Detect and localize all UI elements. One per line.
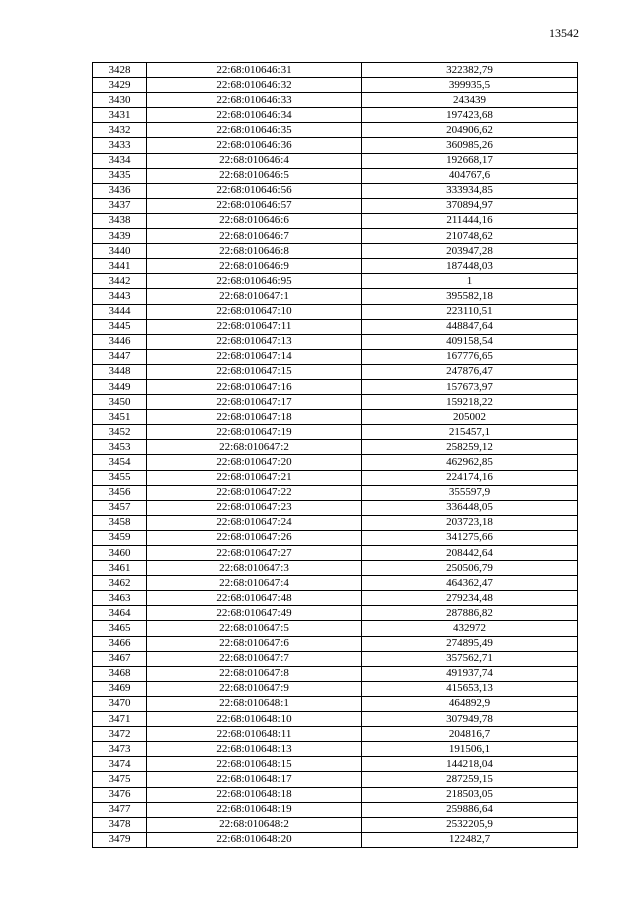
table-row xyxy=(93,123,578,138)
table-row xyxy=(93,410,578,425)
row-number-cell: 3444 xyxy=(93,304,147,319)
cadastral-value-cell: 203947,28 xyxy=(362,244,578,259)
table-row xyxy=(93,395,578,410)
table-row xyxy=(93,485,578,500)
table-row xyxy=(93,832,578,847)
table-row xyxy=(93,772,578,787)
table-row xyxy=(93,168,578,183)
row-number-cell: 3462 xyxy=(93,576,147,591)
row-number-cell: 3468 xyxy=(93,666,147,681)
table-row xyxy=(93,651,578,666)
cadastral-number-cell: 22:68:010647:16 xyxy=(147,379,362,394)
row-number-cell: 3466 xyxy=(93,636,147,651)
table-row xyxy=(93,183,578,198)
row-number-cell: 3452 xyxy=(93,425,147,440)
cadastral-value-cell: 432972 xyxy=(362,621,578,636)
table-row xyxy=(93,349,578,364)
row-number-cell: 3463 xyxy=(93,591,147,606)
cadastral-number-cell: 22:68:010647:18 xyxy=(147,410,362,425)
cadastral-value-cell: 218503,05 xyxy=(362,787,578,802)
cadastral-value-cell: 204906,62 xyxy=(362,123,578,138)
cadastral-value-cell: 250506,79 xyxy=(362,561,578,576)
cadastral-number-cell: 22:68:010647:13 xyxy=(147,334,362,349)
cadastral-value-cell: 144218,04 xyxy=(362,757,578,772)
row-number-cell: 3445 xyxy=(93,319,147,334)
row-number-cell: 3457 xyxy=(93,500,147,515)
row-number-cell: 3430 xyxy=(93,93,147,108)
row-number-cell: 3453 xyxy=(93,440,147,455)
page-number: 13542 xyxy=(549,26,579,40)
cadastral-value-cell: 357562,71 xyxy=(362,651,578,666)
cadastral-value-cell: 1 xyxy=(362,274,578,289)
table-row xyxy=(93,621,578,636)
table-row xyxy=(93,244,578,259)
cadastral-number-cell: 22:68:010646:31 xyxy=(147,63,362,78)
table-row xyxy=(93,138,578,153)
cadastral-value-cell: 409158,54 xyxy=(362,334,578,349)
cadastral-number-cell: 22:68:010646:56 xyxy=(147,183,362,198)
cadastral-value-cell: 287886,82 xyxy=(362,606,578,621)
cadastral-number-cell: 22:68:010647:49 xyxy=(147,606,362,621)
row-number-cell: 3446 xyxy=(93,334,147,349)
table-row xyxy=(93,470,578,485)
cadastral-number-cell: 22:68:010646:34 xyxy=(147,108,362,123)
row-number-cell: 3475 xyxy=(93,772,147,787)
row-number-cell: 3429 xyxy=(93,78,147,93)
table-row xyxy=(93,198,578,213)
cadastral-value-cell: 360985,26 xyxy=(362,138,578,153)
table-row xyxy=(93,787,578,802)
table-row xyxy=(93,696,578,711)
cadastral-number-cell: 22:68:010648:20 xyxy=(147,832,362,847)
cadastral-number-cell: 22:68:010647:10 xyxy=(147,304,362,319)
cadastral-number-cell: 22:68:010648:1 xyxy=(147,696,362,711)
cadastral-value-cell: 167776,65 xyxy=(362,349,578,364)
cadastral-number-cell: 22:68:010646:5 xyxy=(147,168,362,183)
table-row xyxy=(93,93,578,108)
cadastral-value-cell: 197423,68 xyxy=(362,108,578,123)
row-number-cell: 3479 xyxy=(93,832,147,847)
cadastral-number-cell: 22:68:010647:24 xyxy=(147,515,362,530)
cadastral-value-cell: 491937,74 xyxy=(362,666,578,681)
row-number-cell: 3458 xyxy=(93,515,147,530)
cadastral-number-cell: 22:68:010646:6 xyxy=(147,213,362,228)
cadastral-value-cell: 333934,85 xyxy=(362,183,578,198)
cadastral-value-cell: 399935,5 xyxy=(362,78,578,93)
cadastral-number-cell: 22:68:010647:20 xyxy=(147,455,362,470)
row-number-cell: 3438 xyxy=(93,213,147,228)
row-number-cell: 3465 xyxy=(93,621,147,636)
cadastral-value-cell: 448847,64 xyxy=(362,319,578,334)
cadastral-number-cell: 22:68:010647:2 xyxy=(147,440,362,455)
table-row xyxy=(93,591,578,606)
row-number-cell: 3440 xyxy=(93,244,147,259)
table-row xyxy=(93,108,578,123)
row-number-cell: 3432 xyxy=(93,123,147,138)
cadastral-value-cell: 259886,64 xyxy=(362,802,578,817)
table-row xyxy=(93,802,578,817)
table-row xyxy=(93,515,578,530)
cadastral-number-cell: 22:68:010646:36 xyxy=(147,138,362,153)
row-number-cell: 3461 xyxy=(93,561,147,576)
cadastral-number-cell: 22:68:010647:11 xyxy=(147,319,362,334)
row-number-cell: 3439 xyxy=(93,229,147,244)
cadastral-value-cell: 322382,79 xyxy=(362,63,578,78)
cadastral-value-cell: 223110,51 xyxy=(362,304,578,319)
cadastral-number-cell: 22:68:010647:27 xyxy=(147,546,362,561)
cadastral-number-cell: 22:68:010647:22 xyxy=(147,485,362,500)
cadastral-number-cell: 22:68:010646:33 xyxy=(147,93,362,108)
table-row xyxy=(93,666,578,681)
cadastral-number-cell: 22:68:010647:26 xyxy=(147,530,362,545)
cadastral-number-cell: 22:68:010647:21 xyxy=(147,470,362,485)
table-row xyxy=(93,742,578,757)
table-row xyxy=(93,455,578,470)
row-number-cell: 3449 xyxy=(93,379,147,394)
table-row xyxy=(93,636,578,651)
row-number-cell: 3454 xyxy=(93,455,147,470)
cadastral-value-cell: 415653,13 xyxy=(362,681,578,696)
row-number-cell: 3464 xyxy=(93,606,147,621)
cadastral-value-cell: 192668,17 xyxy=(362,153,578,168)
cadastral-value-cell: 204816,7 xyxy=(362,727,578,742)
row-number-cell: 3477 xyxy=(93,802,147,817)
cadastral-value-cell: 187448,03 xyxy=(362,259,578,274)
cadastral-value-cell: 2532205,9 xyxy=(362,817,578,832)
cadastral-value-cell: 287259,15 xyxy=(362,772,578,787)
table-row xyxy=(93,63,578,78)
table-row xyxy=(93,530,578,545)
row-number-cell: 3437 xyxy=(93,198,147,213)
cadastral-number-cell: 22:68:010647:7 xyxy=(147,651,362,666)
table-row xyxy=(93,229,578,244)
cadastral-number-cell: 22:68:010647:3 xyxy=(147,561,362,576)
row-number-cell: 3441 xyxy=(93,259,147,274)
cadastral-number-cell: 22:68:010647:14 xyxy=(147,349,362,364)
row-number-cell: 3459 xyxy=(93,530,147,545)
cadastral-value-cell: 203723,18 xyxy=(362,515,578,530)
row-number-cell: 3470 xyxy=(93,696,147,711)
row-number-cell: 3436 xyxy=(93,183,147,198)
table-row xyxy=(93,576,578,591)
table-row xyxy=(93,727,578,742)
cadastral-value-cell: 210748,62 xyxy=(362,229,578,244)
cadastral-number-cell: 22:68:010647:1 xyxy=(147,289,362,304)
cadastral-value-cell: 355597,9 xyxy=(362,485,578,500)
row-number-cell: 3450 xyxy=(93,395,147,410)
row-number-cell: 3467 xyxy=(93,651,147,666)
cadastral-number-cell: 22:68:010647:8 xyxy=(147,666,362,681)
cadastral-number-cell: 22:68:010648:15 xyxy=(147,757,362,772)
row-number-cell: 3447 xyxy=(93,349,147,364)
row-number-cell: 3473 xyxy=(93,742,147,757)
cadastral-number-cell: 22:68:010646:9 xyxy=(147,259,362,274)
cadastral-number-cell: 22:68:010646:57 xyxy=(147,198,362,213)
cadastral-value-cell: 211444,16 xyxy=(362,213,578,228)
cadastral-value-cell: 395582,18 xyxy=(362,289,578,304)
cadastral-value-cell: 464892,9 xyxy=(362,696,578,711)
table-row xyxy=(93,500,578,515)
cadastral-number-cell: 22:68:010646:8 xyxy=(147,244,362,259)
cadastral-number-cell: 22:68:010648:19 xyxy=(147,802,362,817)
table-row xyxy=(93,757,578,772)
cadastral-value-cell: 258259,12 xyxy=(362,440,578,455)
row-number-cell: 3443 xyxy=(93,289,147,304)
cadastral-value-cell: 336448,05 xyxy=(362,500,578,515)
cadastral-value-cell: 224174,16 xyxy=(362,470,578,485)
cadastral-value-cell: 464362,47 xyxy=(362,576,578,591)
cadastral-number-cell: 22:68:010647:15 xyxy=(147,364,362,379)
table-row xyxy=(93,440,578,455)
cadastral-number-cell: 22:68:010646:95 xyxy=(147,274,362,289)
row-number-cell: 3469 xyxy=(93,681,147,696)
table-row xyxy=(93,681,578,696)
cadastral-value-cell: 274895,49 xyxy=(362,636,578,651)
table-row xyxy=(93,817,578,832)
cadastral-value-cell: 191506,1 xyxy=(362,742,578,757)
cadastral-value-cell: 159218,22 xyxy=(362,395,578,410)
cadastral-value-cell: 243439 xyxy=(362,93,578,108)
cadastral-value-cell: 215457,1 xyxy=(362,425,578,440)
row-number-cell: 3433 xyxy=(93,138,147,153)
cadastral-number-cell: 22:68:010648:10 xyxy=(147,712,362,727)
table-row xyxy=(93,153,578,168)
cadastral-value-cell: 247876,47 xyxy=(362,364,578,379)
row-number-cell: 3434 xyxy=(93,153,147,168)
cadastral-value-cell: 122482,7 xyxy=(362,832,578,847)
row-number-cell: 3456 xyxy=(93,485,147,500)
table-row xyxy=(93,304,578,319)
row-number-cell: 3472 xyxy=(93,727,147,742)
table-row xyxy=(93,289,578,304)
table-row xyxy=(93,606,578,621)
row-number-cell: 3448 xyxy=(93,364,147,379)
row-number-cell: 3478 xyxy=(93,817,147,832)
table-row xyxy=(93,364,578,379)
row-number-cell: 3428 xyxy=(93,63,147,78)
table-row xyxy=(93,561,578,576)
table-row xyxy=(93,379,578,394)
row-number-cell: 3471 xyxy=(93,712,147,727)
cadastral-number-cell: 22:68:010647:19 xyxy=(147,425,362,440)
cadastral-number-cell: 22:68:010648:11 xyxy=(147,727,362,742)
cadastral-number-cell: 22:68:010647:6 xyxy=(147,636,362,651)
row-number-cell: 3431 xyxy=(93,108,147,123)
cadastral-value-cell: 404767,6 xyxy=(362,168,578,183)
table-row xyxy=(93,334,578,349)
cadastral-value-cell: 370894,97 xyxy=(362,198,578,213)
row-number-cell: 3455 xyxy=(93,470,147,485)
cadastral-number-cell: 22:68:010647:9 xyxy=(147,681,362,696)
cadastral-number-cell: 22:68:010647:48 xyxy=(147,591,362,606)
row-number-cell: 3435 xyxy=(93,168,147,183)
table-row xyxy=(93,213,578,228)
cadastral-number-cell: 22:68:010648:13 xyxy=(147,742,362,757)
row-number-cell: 3474 xyxy=(93,757,147,772)
table-row xyxy=(93,274,578,289)
cadastral-value-cell: 157673,97 xyxy=(362,379,578,394)
row-number-cell: 3476 xyxy=(93,787,147,802)
cadastral-value-table xyxy=(92,62,578,848)
cadastral-number-cell: 22:68:010648:2 xyxy=(147,817,362,832)
table-row xyxy=(93,78,578,93)
table-body xyxy=(93,63,578,848)
cadastral-number-cell: 22:68:010646:4 xyxy=(147,153,362,168)
table-row xyxy=(93,259,578,274)
cadastral-number-cell: 22:68:010648:18 xyxy=(147,787,362,802)
row-number-cell: 3460 xyxy=(93,546,147,561)
cadastral-value-cell: 279234,48 xyxy=(362,591,578,606)
cadastral-value-cell: 307949,78 xyxy=(362,712,578,727)
cadastral-value-cell: 341275,66 xyxy=(362,530,578,545)
row-number-cell: 3442 xyxy=(93,274,147,289)
cadastral-number-cell: 22:68:010647:4 xyxy=(147,576,362,591)
cadastral-value-cell: 205002 xyxy=(362,410,578,425)
cadastral-number-cell: 22:68:010646:7 xyxy=(147,229,362,244)
cadastral-number-cell: 22:68:010646:35 xyxy=(147,123,362,138)
cadastral-number-cell: 22:68:010648:17 xyxy=(147,772,362,787)
cadastral-number-cell: 22:68:010646:32 xyxy=(147,78,362,93)
cadastral-number-cell: 22:68:010647:23 xyxy=(147,500,362,515)
cadastral-number-cell: 22:68:010647:17 xyxy=(147,395,362,410)
table-row xyxy=(93,546,578,561)
cadastral-value-cell: 462962,85 xyxy=(362,455,578,470)
cadastral-value-cell: 208442,64 xyxy=(362,546,578,561)
table-row xyxy=(93,425,578,440)
cadastral-number-cell: 22:68:010647:5 xyxy=(147,621,362,636)
row-number-cell: 3451 xyxy=(93,410,147,425)
table-row xyxy=(93,319,578,334)
table-row xyxy=(93,712,578,727)
